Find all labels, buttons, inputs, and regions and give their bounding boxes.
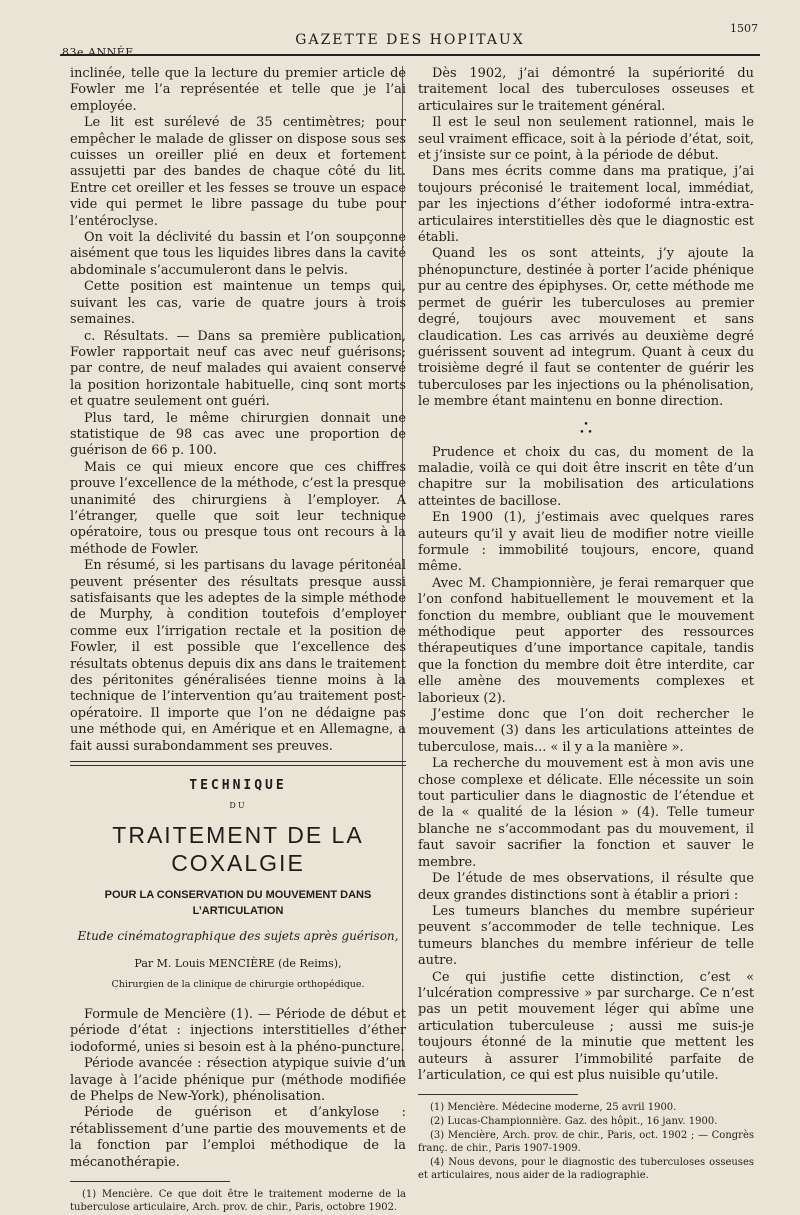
paragraph: Cette position est maintenue un temps qui, suivant les cas, varie de quatre jours à trois semaines. bbox=[70, 279, 406, 328]
paragraph: Prudence et choix du cas, du moment de la maladie, voilà ce qui doit être inscrit en tête d’un chapitre sur la mobilisation des articulations atteintes de bacillose. bbox=[418, 444, 754, 509]
footnote: (1) Mencière. Ce que doit être le traitement moderne de la tuberculose articulaire, Arch. prov. de chir., Paris, octobre 1902. bbox=[70, 1188, 406, 1213]
paragraph: c. Résultats. — Dans sa première publication, Fowler rapportait neuf cas avec neuf guérisons; par contre, de neuf malades qui avaient conservé la position horizontale habituelle, cinq sont morts et quatre seulement ont guéri. bbox=[70, 328, 406, 410]
article-heading bbox=[70, 778, 406, 993]
footnote: (1) Mencière. Médecine moderne, 25 avril 1900. bbox=[430, 1102, 677, 1114]
section-kicker-sub: DU bbox=[229, 801, 247, 811]
edition-label: 83e ANNÉE. bbox=[62, 46, 138, 59]
paragraph: En résumé, si les partisans du lavage péritonéal peuvent présenter des résultats presque aussi satisfaisants que les adeptes de la simple méthode de Murphy, à condition toutefois d’employer comme eux l’irrigation rectale et la position de Fowler, il est possible que l’excellence des résultats obtenus depuis dix ans dans le traitement des péritonites généralisées tienne moins à la technique de l’intervention qu’au traitement post-opératoire. Il importe que l’on ne dédaigne pas une méthode qui, en Amérique et en Allemagne, a fait aussi surabondamment ses preuves. bbox=[70, 558, 406, 754]
paragraph: Avec M. Championnière, je ferai remarquer que l’on confond habituellement le mouvement et la fonction du membre, oubliant que le mouvement méthodique peut apporter des ressources thérapeutiques d’une importance capitale, tandis que la fonction du membre doit être interdite, car elle amène des mouvements complexes et laborieux (2). bbox=[418, 575, 754, 706]
paragraph: Formule de Mencière (1). — Période de début et période d’état : injections interstitielles d’éther iodoformé, unies si besoin est à la phéno-puncture. bbox=[70, 1006, 406, 1055]
paragraph: La recherche du mouvement est à mon avis une chose complexe et délicate. Elle nécessite un soin tout particulier dans le diagnostic de l’étendue et de la « qualité de la lésion » (4). Telle tumeur blanche ne s’accommodant pas du mouvement, il faut savoir sacrifier la fonction et sauver le membre. bbox=[418, 756, 754, 870]
paragraph: Période avancée : résection atypique suivie d’un lavage à l’acide phénique pur (méthode modifiée de Phelps de New-York), phénolisation. bbox=[70, 1056, 406, 1104]
paragraph: De l’étude de mes observations, il résulte que deux grandes distinctions sont à établir a priori : bbox=[418, 871, 754, 903]
paragraph: Dans mes écrits comme dans ma pratique, j’ai toujours préconisé le traitement local, immédiat, par les injections d’éther iodoformé intra-extra-articulaires interstitielles dès que le diagnostic est établi. bbox=[418, 164, 754, 246]
paragraph: Le lit est surélevé de 35 centimètres; pour empêcher le malade de glisser on dispose sous ses cuisses un oreiller plié en deux et fortement assujetti par des bandes de chaque côté du lit. Entre cet oreiller et les fesses se trouve un espace vide qui permet le libre passage du tube pour l’entéroclyse. bbox=[70, 115, 406, 229]
paragraph: Plus tard, le même chirurgien donnait une statistique de 98 cas avec une proportion de guérison de 66 p. 100. bbox=[70, 410, 406, 459]
paragraph: Ce qui justifie cette distinction, c’est « l’ulcération compressive » par surcharge. Ce n’est pas un petit mouvement léger qui abîme une articulation tuberculeuse ; aussi me suis-je toujours étonné de la minutie que mettent les auteurs à assurer l’immobilité parfaite de l’articulation, ce qui est plus nuisible qu’utile. bbox=[418, 969, 754, 1083]
paragraph: Dès 1902, j’ai démontré la supériorité du traitement local des tuberculoses osseuses et articulaires sur le traitement général. bbox=[418, 66, 754, 114]
article-author: Par M. Louis MENCIÈRE (de Reims), bbox=[134, 957, 342, 971]
section-rule bbox=[70, 761, 406, 766]
article-subtitle: POUR LA CONSERVATION DU MOUVEMENT DANS L’ARTICULATION bbox=[104, 888, 372, 918]
paragraph: Quand les os sont atteints, j’y ajoute la phénopuncture, destinée à porter l’acide phénique pur au centre des épiphyses. Or, cette méthode me permet de guérir les tuberculoses au premier degré, toujours avec mouvement et sans claudication. Les cas arrivés au deuxième degré guérissent souvent ad integrum. Quant à ceux du troisième degré il faut se contenter de guérir les tuberculoses par les injections ou la phénolisation, le membre étant maintenu en bonne direction. bbox=[418, 246, 754, 410]
journal-title: GAZETTE DES HOPITAUX bbox=[295, 32, 525, 48]
article-subtitle-italic: Etude cinématographique des sujets après guérison, bbox=[77, 928, 399, 943]
left-column bbox=[70, 66, 406, 1215]
footnotes bbox=[418, 1101, 754, 1182]
page-number: 1507 bbox=[730, 22, 758, 35]
article-author-role: Chirurgien de la clinique de chirurgie orthopédique. bbox=[111, 978, 365, 990]
footnote: (3) Mencière, Arch. prov. de chir., Paris, oct. 1902 ; — Congrès franç. de chir., Paris 1907-1909. bbox=[418, 1130, 754, 1155]
paragraph: Mais ce qui mieux encore que ces chiffres prouve l’excellence de la méthode, c’est la presque unanimité des chirurgiens à l’employer. A l’étranger, quelle que soit leur technique opératoire, tous ou presque tous ont recours à la méthode de Fowler. bbox=[70, 459, 406, 557]
paragraph: Il est le seul non seulement rationnel, mais le seul vraiment efficace, soit à la période d’état, soit, et j’insiste sur ce point, à la période de début. bbox=[418, 115, 754, 164]
paragraph: J’estime donc que l’on doit rechercher le mouvement (3) dans les articulations atteintes de tuberculose, mais... « il y a la manière ». bbox=[418, 707, 754, 755]
page-header bbox=[60, 20, 760, 58]
paragraph: inclinée, telle que la lecture du premier article de Fowler me l’a représentée et telle que je l’ai employée. bbox=[70, 66, 406, 114]
paragraph: Période de guérison et d’ankylose : rétablissement d’une partie des mouvements et de la fonction par l’emploi méthodique de la mécanothérapie. bbox=[70, 1105, 406, 1170]
asterism-divider: • • • bbox=[579, 419, 593, 438]
section-kicker: TECHNIQUE bbox=[189, 778, 287, 794]
footnote-rule bbox=[70, 1181, 230, 1182]
paragraph: Les tumeurs blanches du membre supérieur peuvent s’accommoder de telle technique. Les tumeurs blanches du membre inférieur de telle autre. bbox=[418, 903, 754, 969]
paragraph: On voit la déclivité du bassin et l’on soupçonne aisément que tous les liquides libres dans la cavité abdominale s’accumuleront dans le pelvis. bbox=[70, 230, 406, 278]
footnotes bbox=[70, 1188, 406, 1214]
header-rule bbox=[60, 54, 760, 56]
article-title: TRAITEMENT DE LA COXALGIE bbox=[112, 821, 364, 876]
footnote: (4) Nous devons, pour le diagnostic des tuberculoses osseuses et articulaires, nous aider de la radiographie. bbox=[418, 1157, 754, 1182]
paragraph: En 1900 (1), j’estimais avec quelques rares auteurs qu’il y avait lieu de modifier notre vieille formule : immobilité toujours, encore, quand même. bbox=[418, 510, 754, 575]
right-column bbox=[418, 66, 754, 1183]
footnote-rule bbox=[418, 1094, 578, 1095]
footnote: (2) Lucas-Championnière. Gaz. des hôpit., 16 janv. 1900. bbox=[430, 1116, 718, 1128]
